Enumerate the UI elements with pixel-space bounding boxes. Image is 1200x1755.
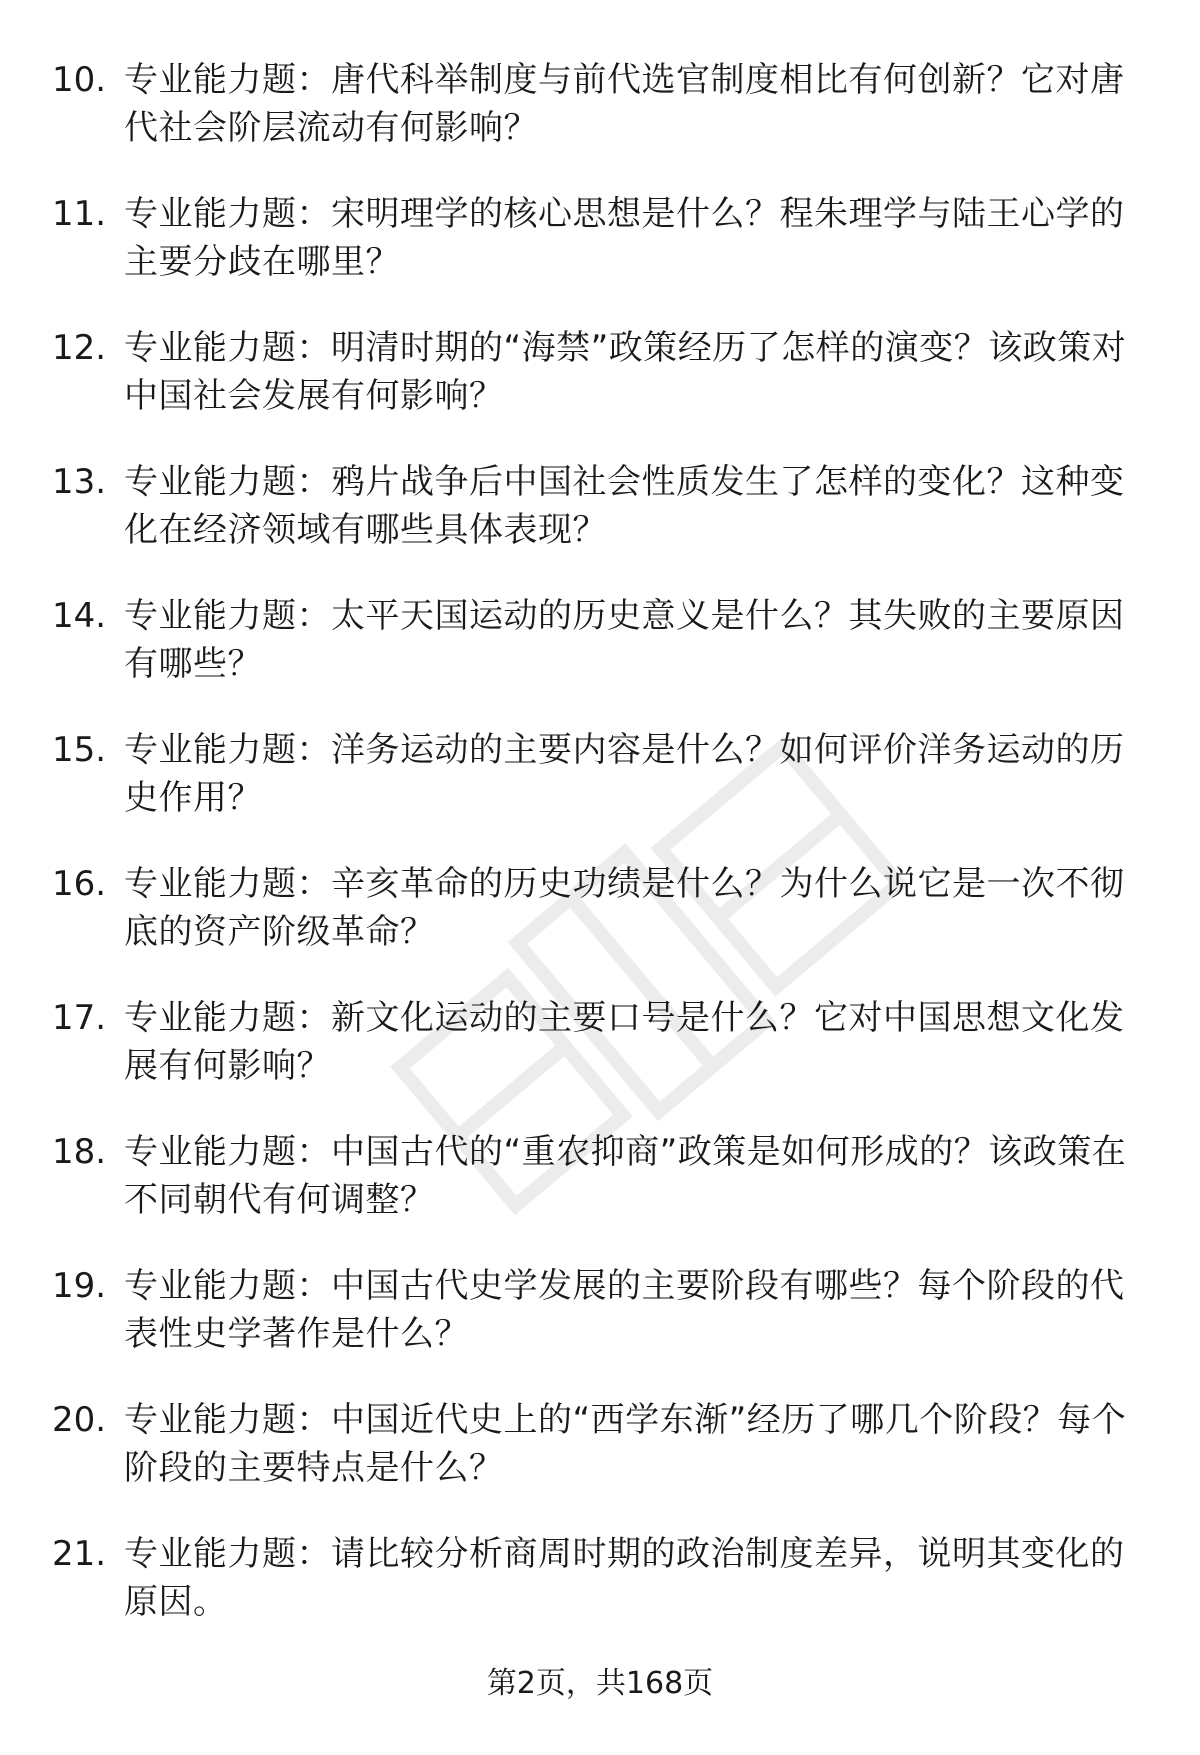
question-item — [52, 592, 1142, 688]
question-text: 专业能力题：唐代科举制度与前代选官制度相比有何创新？它对唐代社会阶层流动有何影响？ — [124, 60, 1125, 148]
question-number: 13. — [52, 462, 107, 502]
question-text: 专业能力题：中国古代的“重农抑商”政策是如何形成的？该政策在不同朝代有何调整？ — [124, 1132, 1127, 1220]
question-number: 15. — [52, 730, 107, 770]
question-item — [52, 190, 1142, 286]
question-item — [52, 56, 1142, 152]
question-number: 19. — [52, 1266, 107, 1306]
question-number: 18. — [52, 1132, 107, 1172]
question-text: 专业能力题：洋务运动的主要内容是什么？如何评价洋务运动的历史作用？ — [124, 730, 1125, 818]
question-number: 14. — [52, 596, 107, 636]
question-text: 专业能力题：太平天国运动的历史意义是什么？其失败的主要原因有哪些？ — [124, 596, 1125, 684]
question-item — [52, 458, 1142, 554]
question-item — [52, 324, 1142, 420]
question-text: 专业能力题：鸦片战争后中国社会性质发生了怎样的变化？这种变化在经济领域有哪些具体表现？ — [124, 462, 1125, 550]
question-text: 专业能力题：宋明理学的核心思想是什么？程朱理学与陆王心学的主要分歧在哪里？ — [124, 194, 1125, 282]
question-item — [52, 1128, 1142, 1224]
question-number: 16. — [52, 864, 107, 904]
question-number: 11. — [52, 194, 107, 234]
question-text: 专业能力题：请比较分析商周时期的政治制度差异，说明其变化的原因。 — [124, 1534, 1125, 1622]
question-item — [52, 1396, 1142, 1492]
question-number: 21. — [52, 1534, 107, 1574]
question-item — [52, 994, 1142, 1090]
question-number: 10. — [52, 60, 107, 100]
page-footer: 第2页，共168页 — [486, 1666, 714, 1701]
question-number: 17. — [52, 998, 107, 1038]
question-item — [52, 860, 1142, 956]
question-text: 专业能力题：中国近代史上的“西学东渐”经历了哪几个阶段？每个阶段的主要特点是什么？ — [124, 1400, 1127, 1488]
question-text: 专业能力题：中国古代史学发展的主要阶段有哪些？每个阶段的代表性史学著作是什么？ — [124, 1266, 1125, 1354]
question-text: 专业能力题：明清时期的“海禁”政策经历了怎样的演变？该政策对中国社会发展有何影响？ — [124, 328, 1127, 416]
question-number: 20. — [52, 1400, 107, 1440]
question-text: 专业能力题：辛亥革命的历史功绩是什么？为什么说它是一次不彻底的资产阶级革命？ — [124, 864, 1125, 952]
question-item — [52, 1530, 1142, 1626]
question-item — [52, 726, 1142, 822]
question-number: 12. — [52, 328, 107, 368]
question-text: 专业能力题：新文化运动的主要口号是什么？它对中国思想文化发展有何影响？ — [124, 998, 1125, 1086]
question-item — [52, 1262, 1142, 1358]
question-list — [52, 56, 1142, 1664]
